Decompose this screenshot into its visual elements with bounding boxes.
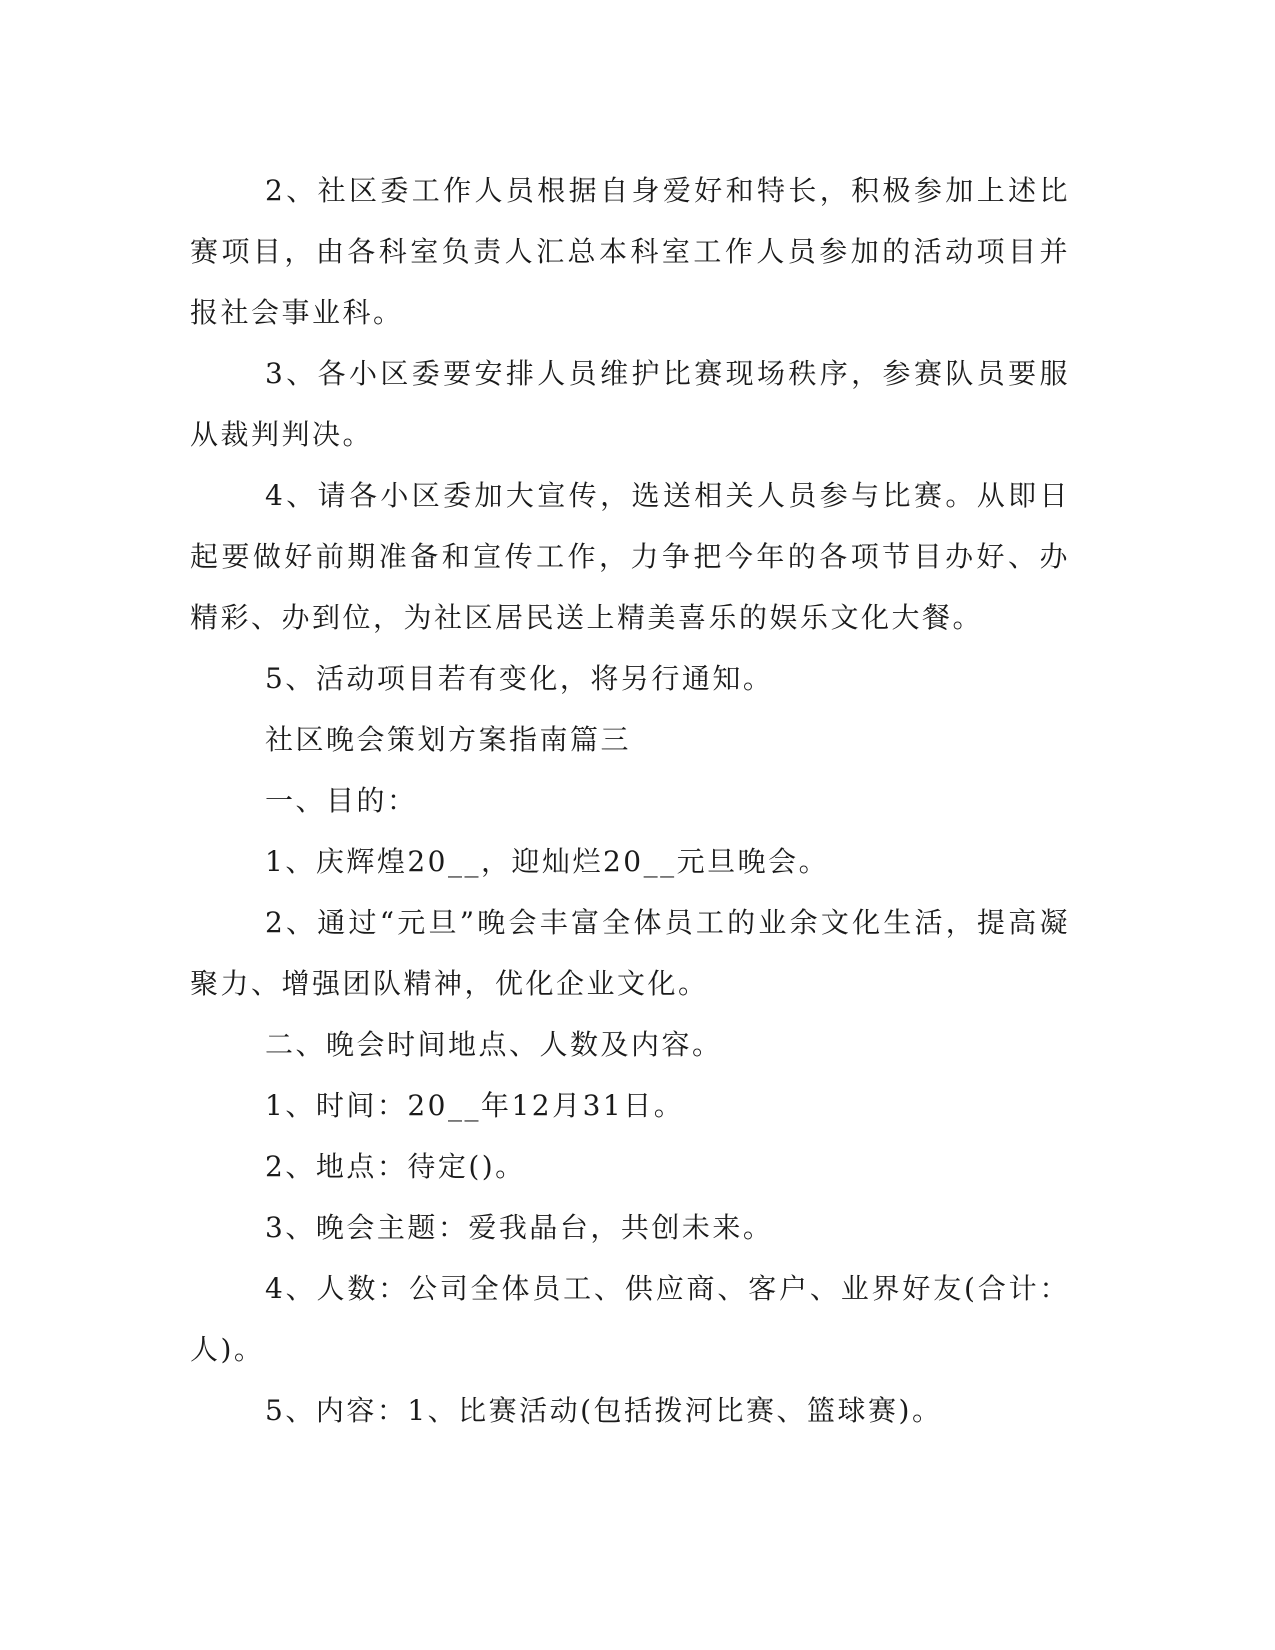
heading-purpose: 一、目的： xyxy=(265,784,418,817)
detail-theme: 3、晚会主题：爱我晶台，共创未来。 xyxy=(265,1211,774,1244)
detail-content: 5、内容：1、比赛活动(包括拨河比赛、篮球赛)。 xyxy=(265,1394,943,1427)
paragraph-item-2: 2、社区委工作人员根据自身爱好和特长，积极参加上述比赛项目，由各科室负责人汇总本科室工作人员参加的活动项目并报社会事业科。 xyxy=(190,174,1070,329)
document-body xyxy=(190,160,1070,1441)
section-heading: 社区晚会策划方案指南篇三 xyxy=(265,723,632,756)
detail-time: 1、时间：20__年12月31日。 xyxy=(265,1089,685,1122)
detail-attendees: 4、人数：公司全体员工、供应商、客户、业界好友(合计：人)。 xyxy=(190,1272,1070,1366)
paragraph-item-4: 4、请各小区委加大宣传，选送相关人员参与比赛。从即日起要做好前期准备和宣传工作，力争把今年的各项节目办好、办精彩、办到位，为社区居民送上精美喜乐的娱乐文化大餐。 xyxy=(190,479,1070,634)
detail-place: 2、地点：待定()。 xyxy=(265,1150,526,1183)
paragraph-item-5: 5、活动项目若有变化，将另行通知。 xyxy=(265,662,774,695)
purpose-item-2: 2、通过“元旦”晚会丰富全体员工的业余文化生活，提高凝聚力、增强团队精神，优化企业文化。 xyxy=(190,906,1070,1000)
purpose-item-1: 1、庆辉煌20__，迎灿烂20__元旦晚会。 xyxy=(265,845,830,878)
paragraph-item-3: 3、各小区委要安排人员维护比赛现场秩序，参赛队员要服从裁判判决。 xyxy=(190,357,1070,451)
heading-time-place: 二、晚会时间地点、人数及内容。 xyxy=(265,1028,723,1061)
